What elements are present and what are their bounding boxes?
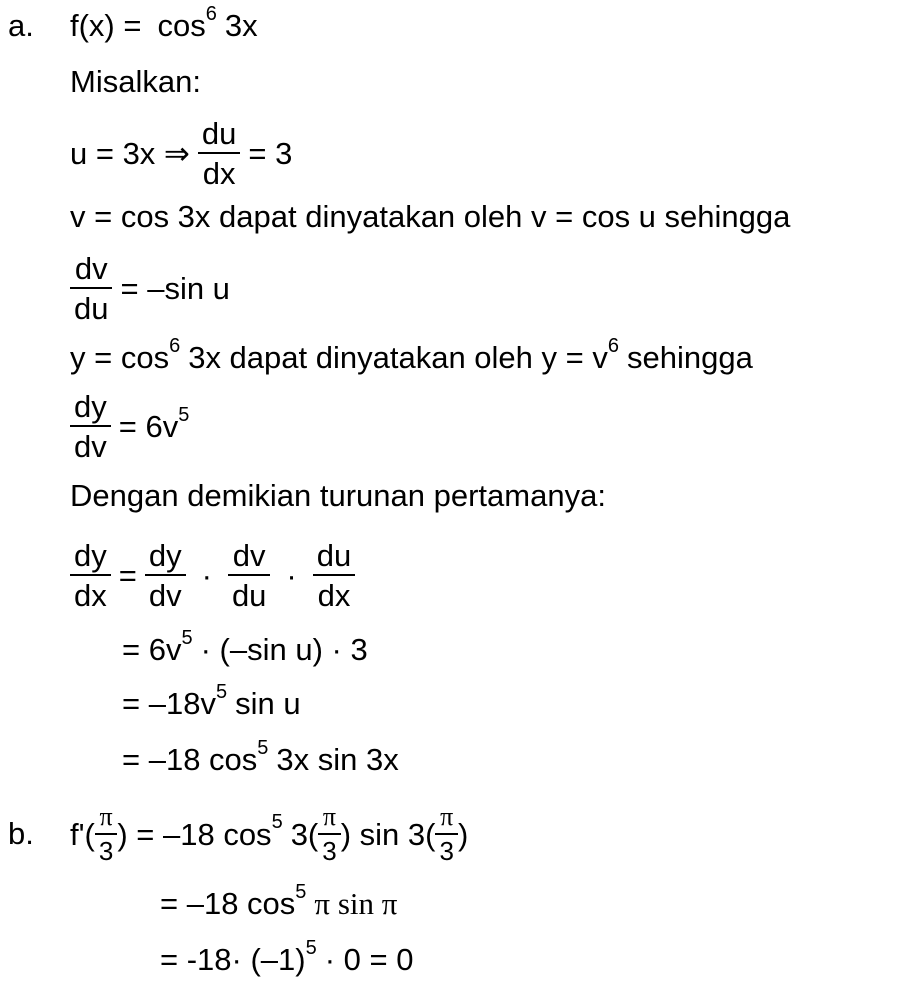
step-2-text: = –18v (122, 686, 216, 721)
function-base: cos (157, 8, 206, 43)
chain-dot-1: · (201, 558, 212, 593)
dy-dx-fraction (72, 540, 109, 611)
u-left: u = 3x ⇒ (70, 136, 190, 171)
b1-text-3: 3( (290, 816, 319, 852)
dengan-label: Dengan demikian turunan pertamanya: (70, 478, 606, 513)
du-dx-fraction (315, 540, 353, 611)
part-b-label: b. (8, 816, 34, 851)
step-1-text: = 6v (122, 632, 182, 667)
b1-power: 5 (271, 811, 283, 833)
fraction-denominator: 3 (435, 833, 457, 864)
part-b-line-2 (160, 880, 398, 921)
part-b-line-3 (160, 936, 414, 977)
b2-rest: π sin π (314, 886, 398, 921)
b2-power: 5 (295, 880, 307, 903)
fraction-denominator: 3 (318, 833, 340, 864)
fraction-denominator: 3 (95, 833, 117, 864)
dy-dv-line (70, 391, 189, 462)
fraction-numerator: π (440, 802, 454, 831)
step-2 (122, 680, 301, 721)
step-3 (122, 736, 399, 777)
u-definition (70, 118, 292, 189)
step-3-text: = –18 cos (122, 742, 258, 777)
fraction-numerator: dy (74, 389, 107, 424)
y-text-3: sehingga (626, 340, 753, 375)
chain-equals: = (118, 558, 137, 593)
misalkan-text (70, 66, 201, 97)
du-dx-fraction (200, 118, 238, 189)
dv-du-fraction (230, 540, 268, 611)
step-1 (122, 626, 368, 667)
step-1-power: 5 (181, 626, 193, 649)
function-arg: 3x (224, 8, 258, 43)
fraction-denominator: dx (70, 574, 111, 611)
dy-dv-fraction (72, 391, 109, 462)
fraction-numerator: dv (232, 538, 266, 573)
fraction-numerator: du (201, 116, 237, 151)
y-definition-text (70, 334, 753, 375)
dy-dv-fraction (147, 540, 184, 611)
fraction-denominator: dx (313, 574, 355, 611)
b1-text-2: ) = –18 cos (117, 816, 272, 852)
step-2-rest: sin u (235, 686, 301, 721)
fraction-denominator: du (70, 287, 112, 324)
dengan-text (70, 480, 606, 511)
dy-dv-right: = 6v (118, 409, 179, 444)
b3-rest: · 0 = 0 (324, 942, 414, 977)
misalkan-label: Misalkan: (70, 64, 201, 99)
fraction-numerator: dy (148, 538, 182, 573)
v-definition-text (70, 201, 790, 232)
step-2-power: 5 (215, 680, 228, 703)
function-power: 6 (205, 2, 217, 25)
v-text: v = cos 3x dapat dinyatakan oleh v = cos u sehingga (70, 199, 791, 234)
fraction-numerator: du (316, 538, 352, 573)
b1-text-5: ) (457, 816, 469, 852)
dv-du-right: = –sin u (120, 271, 230, 306)
step-1-rest: · (–sin u) · 3 (200, 632, 368, 667)
pi-over-3-fraction (437, 804, 455, 864)
y-power-1: 6 (169, 334, 181, 357)
dv-du-fraction (72, 253, 110, 324)
fraction-numerator: dv (74, 251, 108, 286)
b2-text: = –18 cos (160, 886, 296, 921)
u-right: = 3 (248, 136, 293, 171)
fraction-denominator: dx (198, 152, 240, 189)
pi-over-3-fraction (97, 804, 115, 864)
dv-du-line (70, 253, 230, 324)
b3-power: 5 (305, 936, 317, 959)
y-text-1: y = cos (70, 340, 170, 375)
chain-dot-2: · (286, 558, 297, 593)
pi-over-3-fraction (320, 804, 338, 864)
part-a-label: a. (8, 8, 34, 43)
function-lhs: f(x) = (70, 8, 142, 43)
y-text-2: 3x dapat dinyatakan oleh y = v (188, 340, 608, 375)
function-definition (70, 2, 258, 43)
fraction-numerator: dy (74, 538, 107, 573)
fraction-numerator: π (99, 802, 113, 831)
step-3-power: 5 (257, 736, 269, 759)
fraction-denominator: dv (145, 574, 186, 611)
b3-text: = -18· (–1) (160, 942, 306, 977)
part-b-line-1 (70, 804, 468, 864)
fraction-denominator: du (228, 574, 270, 611)
y-power-2: 6 (607, 334, 619, 357)
b1-text-4: ) sin 3( (340, 816, 436, 852)
fraction-denominator: dv (70, 425, 111, 462)
chain-rule-line (70, 540, 355, 611)
fraction-numerator: π (322, 802, 337, 831)
b1-text-1: f'( (70, 816, 95, 852)
step-3-rest: 3x sin 3x (276, 742, 399, 777)
dy-dv-power: 5 (178, 403, 190, 426)
